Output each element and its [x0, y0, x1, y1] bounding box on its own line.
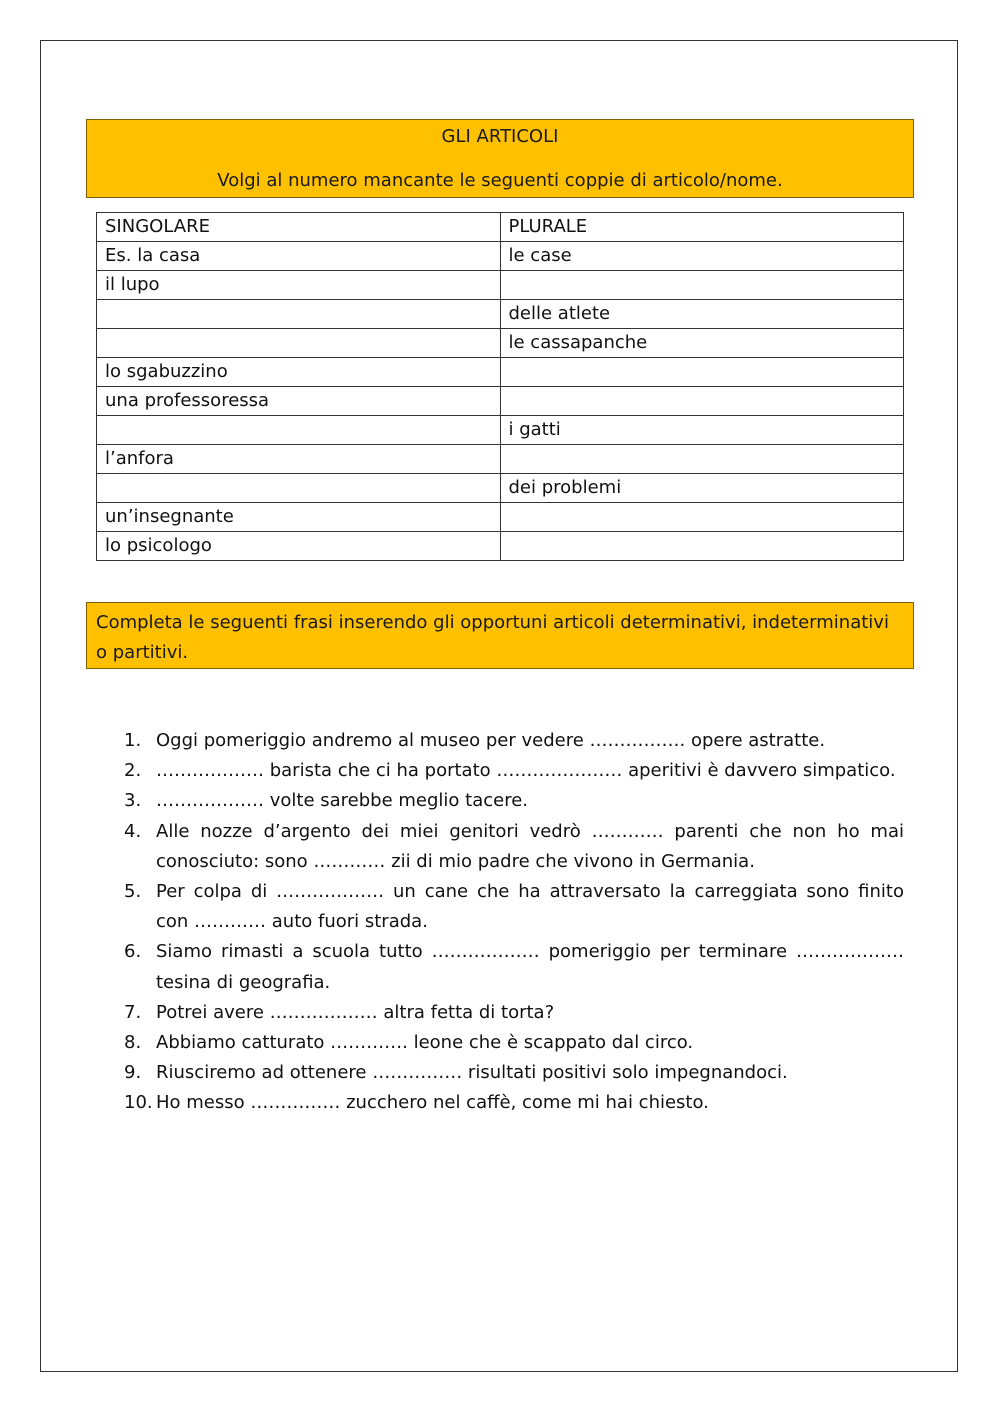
- sentence-item: [124, 817, 904, 877]
- table-row: [97, 503, 904, 532]
- singolare-cell: Es. la casa: [97, 242, 501, 271]
- sentence-item: [124, 786, 904, 816]
- exercise-1-instruction: Volgi al numero mancante le seguenti coppie di articolo/nome.: [217, 170, 783, 191]
- table-row: [97, 416, 904, 445]
- singolare-cell: un’insegnante: [97, 503, 501, 532]
- singolare-cell[interactable]: [97, 474, 501, 503]
- sentence-number: 1.: [124, 730, 142, 751]
- plurale-cell: i gatti: [500, 416, 904, 445]
- sentence-number: 8.: [124, 1032, 142, 1054]
- table-row: [97, 474, 904, 503]
- sentence-item: [124, 877, 904, 937]
- plurale-cell: le cassapanche: [500, 329, 904, 358]
- table-row: [97, 358, 904, 387]
- plurale-cell[interactable]: [500, 387, 904, 416]
- sentence-text: Siamo rimasti a scuola tutto ……………… pomeriggio per terminare ……………… tesina di geografia.: [156, 941, 904, 993]
- singolare-cell: l’anfora: [97, 445, 501, 474]
- table-header-row: [97, 213, 904, 242]
- sentence-text: Per colpa di ……………… un cane che ha attraversato la carreggiata sono finito con ………… auto fuori strada.: [156, 881, 904, 933]
- table-row: [97, 445, 904, 474]
- table-row: [97, 271, 904, 300]
- sentence-text: Potrei avere ……………… altra fetta di torta?: [156, 1001, 555, 1023]
- table-row: [97, 329, 904, 358]
- article-table: [96, 212, 904, 561]
- column-header-plurale: PLURALE: [500, 213, 904, 242]
- sentence-number: 6.: [124, 941, 142, 963]
- singolare-cell[interactable]: [97, 329, 501, 358]
- sentence-number: 10.: [124, 1092, 153, 1114]
- sentence-item: [124, 756, 904, 786]
- sentence-item: [124, 1028, 904, 1058]
- page-title: GLI ARTICOLI: [441, 126, 559, 147]
- sentence-number: 5.: [124, 881, 142, 903]
- plurale-cell: le case: [500, 242, 904, 271]
- sentence-number: 2.: [124, 760, 142, 782]
- plurale-cell[interactable]: [500, 271, 904, 300]
- sentence-number: 3.: [124, 790, 142, 812]
- exercise-2-instruction: Completa le seguenti frasi inserendo gli opportuni articoli determinativi, indeterminativi o partitivi.: [96, 612, 889, 663]
- title-banner: [86, 119, 914, 198]
- singolare-cell: il lupo: [97, 271, 501, 300]
- plurale-cell[interactable]: [500, 503, 904, 532]
- plurale-cell[interactable]: [500, 532, 904, 561]
- table-row: [97, 300, 904, 329]
- singolare-cell: una professoressa: [97, 387, 501, 416]
- sentence-item: [124, 1088, 904, 1118]
- sentence-text: Ho messo …………… zucchero nel caffè, come mi hai chiesto.: [156, 1092, 709, 1114]
- exercise-2-banner: [86, 602, 914, 669]
- singolare-cell: lo psicologo: [97, 532, 501, 561]
- singolare-cell[interactable]: [97, 416, 501, 445]
- singolare-cell: lo sgabuzzino: [97, 358, 501, 387]
- plurale-cell[interactable]: [500, 358, 904, 387]
- singolare-cell[interactable]: [97, 300, 501, 329]
- sentence-text: ……………… volte sarebbe meglio tacere.: [156, 790, 529, 812]
- sentence-text: ……………… barista che ci ha portato ………………… aperitivi è davvero simpatico.: [156, 760, 896, 782]
- sentence-list: [124, 726, 904, 1119]
- sentence-item: [124, 1058, 904, 1088]
- column-header-singolare: SINGOLARE: [97, 213, 501, 242]
- sentence-text: Oggi pomeriggio andremo al museo per vedere ……………. opere astratte.: [156, 730, 826, 751]
- sentence-number: 7.: [124, 1001, 142, 1023]
- table-row: [97, 242, 904, 271]
- plurale-cell: delle atlete: [500, 300, 904, 329]
- sentence-item: [124, 937, 904, 997]
- sentence-number: 4.: [124, 820, 142, 842]
- sentence-item: [124, 998, 904, 1028]
- sentence-text: Alle nozze d’argento dei miei genitori vedrò ………… parenti che non ho mai conosciuto: sono ………… zii di mio padre che vivono in Germania.: [156, 820, 904, 872]
- table-row: [97, 387, 904, 416]
- sentence-text: Riusciremo ad ottenere …………… risultati positivi solo impegnandoci.: [156, 1062, 788, 1084]
- plurale-cell: dei problemi: [500, 474, 904, 503]
- sentence-text: Abbiamo catturato …………. leone che è scappato dal circo.: [156, 1032, 694, 1054]
- sentence-item: [124, 726, 904, 756]
- table-row: [97, 532, 904, 561]
- plurale-cell[interactable]: [500, 445, 904, 474]
- sentence-number: 9.: [124, 1062, 142, 1084]
